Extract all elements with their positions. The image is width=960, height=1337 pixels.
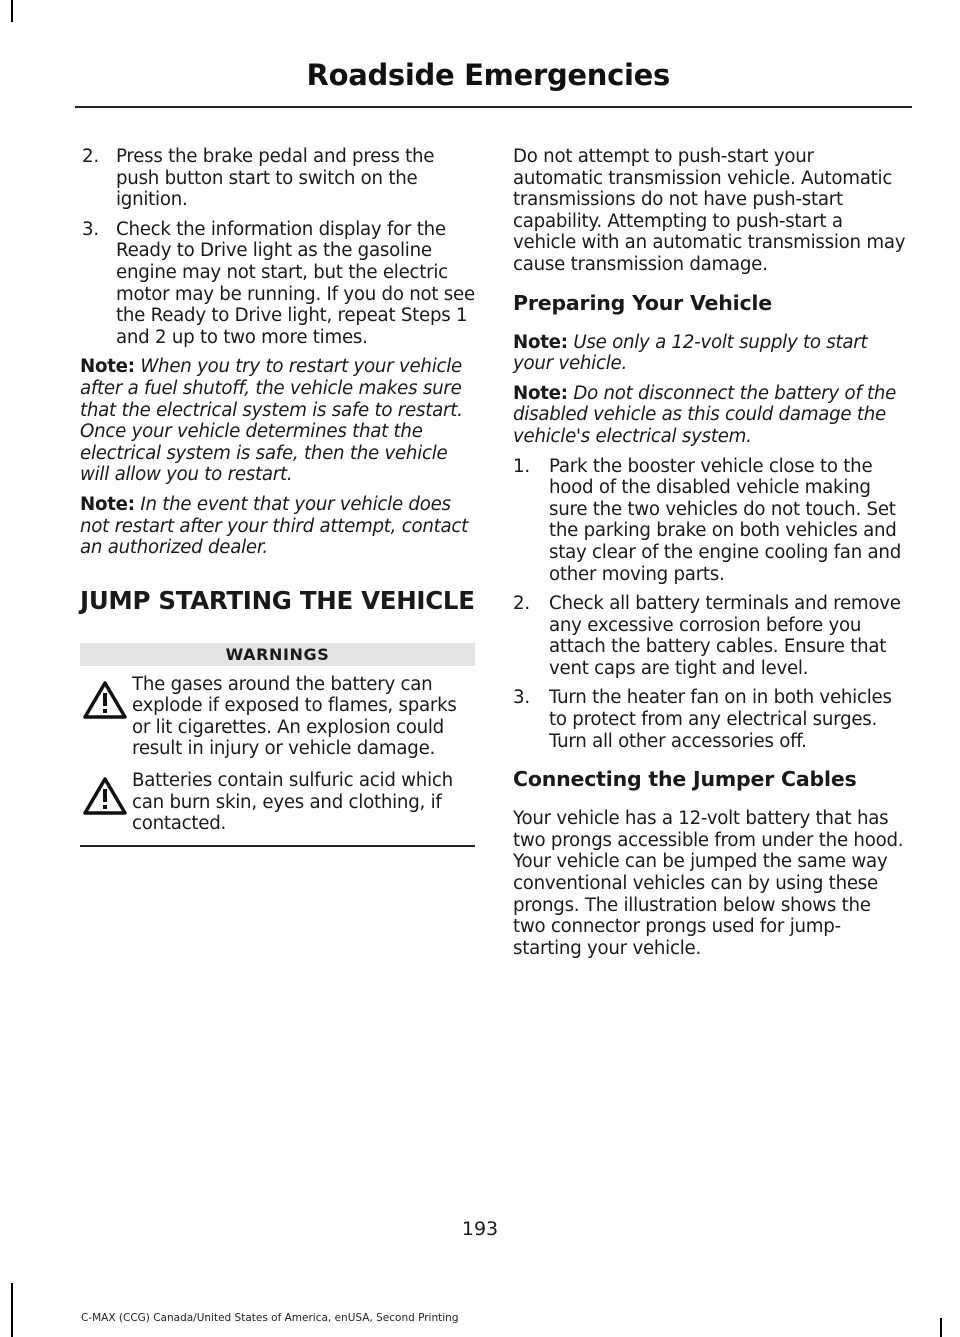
step-item [513, 593, 908, 679]
warning-triangle-icon [82, 776, 128, 816]
warning-text: Batteries contain sulfuric acid which can burn skin, eyes and clothing, if contacted. [132, 770, 453, 835]
note-text: In the event that your vehicle does not restart after your third attempt, contact an authorized dealer. [80, 493, 469, 559]
note-label: Note: [513, 331, 568, 353]
crop-mark-bottom-left [11, 1283, 13, 1337]
step-text: Press the brake pedal and press the push button start to switch on the ignition. [116, 146, 435, 211]
note-paragraph [80, 494, 475, 559]
warning-item [80, 674, 475, 760]
step-number: 3. [513, 687, 530, 709]
note-label: Note: [80, 356, 135, 378]
page-number: 193 [461, 1218, 499, 1240]
step-text: Check the information display for the Ready to Drive light as the gasoline engine may not start, but the electric motor may be running. If you do not see the Ready to Drive light, repeat Steps 1 and 2 up to two more times. [116, 218, 475, 348]
footer-text: C-MAX (CCG) Canada/United States of America, enUSA, Second Printing [81, 1312, 459, 1324]
header-rule [75, 106, 912, 108]
note-paragraph [80, 356, 475, 486]
warning-item [80, 770, 475, 835]
step-text: Park the booster vehicle close to the hood of the disabled vehicle making sure the two vehicles do not touch. Set the parking brake on both vehicles and stay clear of the engine cooling fan and other moving parts. [549, 455, 901, 585]
note-text: Use only a 12-volt supply to start your vehicle. [513, 331, 868, 375]
step-text: Check all battery terminals and remove any excessive corrosion before you attach the battery cables. Ensure that vent caps are tight and level. [549, 593, 901, 679]
note-label: Note: [80, 493, 135, 515]
crop-mark-bottom-right [940, 1318, 942, 1337]
warning-text: The gases around the battery can explode if exposed to flames, sparks or lit cigarettes. An explosion could result in injury or vehicle damage. [132, 673, 457, 760]
page-header-title: Roadside Emergencies [306, 58, 670, 92]
intro-paragraph: Do not attempt to push-start your automatic transmission vehicle. Automatic transmissions do not have push-start capability. Attempting to push-start a vehicle with an automatic transmission may cause transmission damage. [513, 146, 906, 275]
subheading-connecting: Connecting the Jumper Cables [513, 767, 857, 792]
note-paragraph [513, 332, 908, 375]
crop-mark-top-left [11, 0, 13, 22]
step-item [80, 219, 475, 349]
right-column [513, 146, 908, 967]
section-heading: JUMP STARTING THE VEHICLE [80, 585, 475, 615]
step-number: 1. [513, 455, 530, 477]
step-item [513, 687, 908, 752]
step-number: 2. [82, 146, 99, 167]
warnings-bottom-rule [80, 845, 475, 847]
step-number: 3. [82, 218, 99, 240]
note-text: When you try to restart your vehicle after a fuel shutoff, the vehicle makes sure that the electrical system is safe to restart. Once your vehicle determines that the electrical system is safe, then the vehicle will allow you to restart. [80, 356, 463, 486]
step-text: Turn the heater fan on in both vehicles to protect from any electrical surges. Turn all other accessories off. [549, 687, 892, 752]
step-item [513, 456, 908, 586]
note-label: Note: [513, 382, 568, 404]
step-number: 2. [513, 593, 530, 615]
step-item [80, 146, 475, 211]
connecting-paragraph: Your vehicle has a 12-volt battery that has two prongs accessible from under the hood. Your vehicle can be jumped the same way conventional vehicles can by using these prongs. The illustration below shows the two connector prongs used for jump-starting your vehicle. [513, 808, 904, 959]
warnings-title-bar: WARNINGS [80, 643, 475, 666]
left-column [80, 146, 475, 847]
warning-triangle-icon [82, 680, 128, 720]
note-text: Do not disconnect the battery of the disabled vehicle as this could damage the vehicle's electrical system. [513, 382, 897, 447]
subheading-preparing: Preparing Your Vehicle [513, 290, 772, 315]
note-paragraph [513, 383, 908, 448]
